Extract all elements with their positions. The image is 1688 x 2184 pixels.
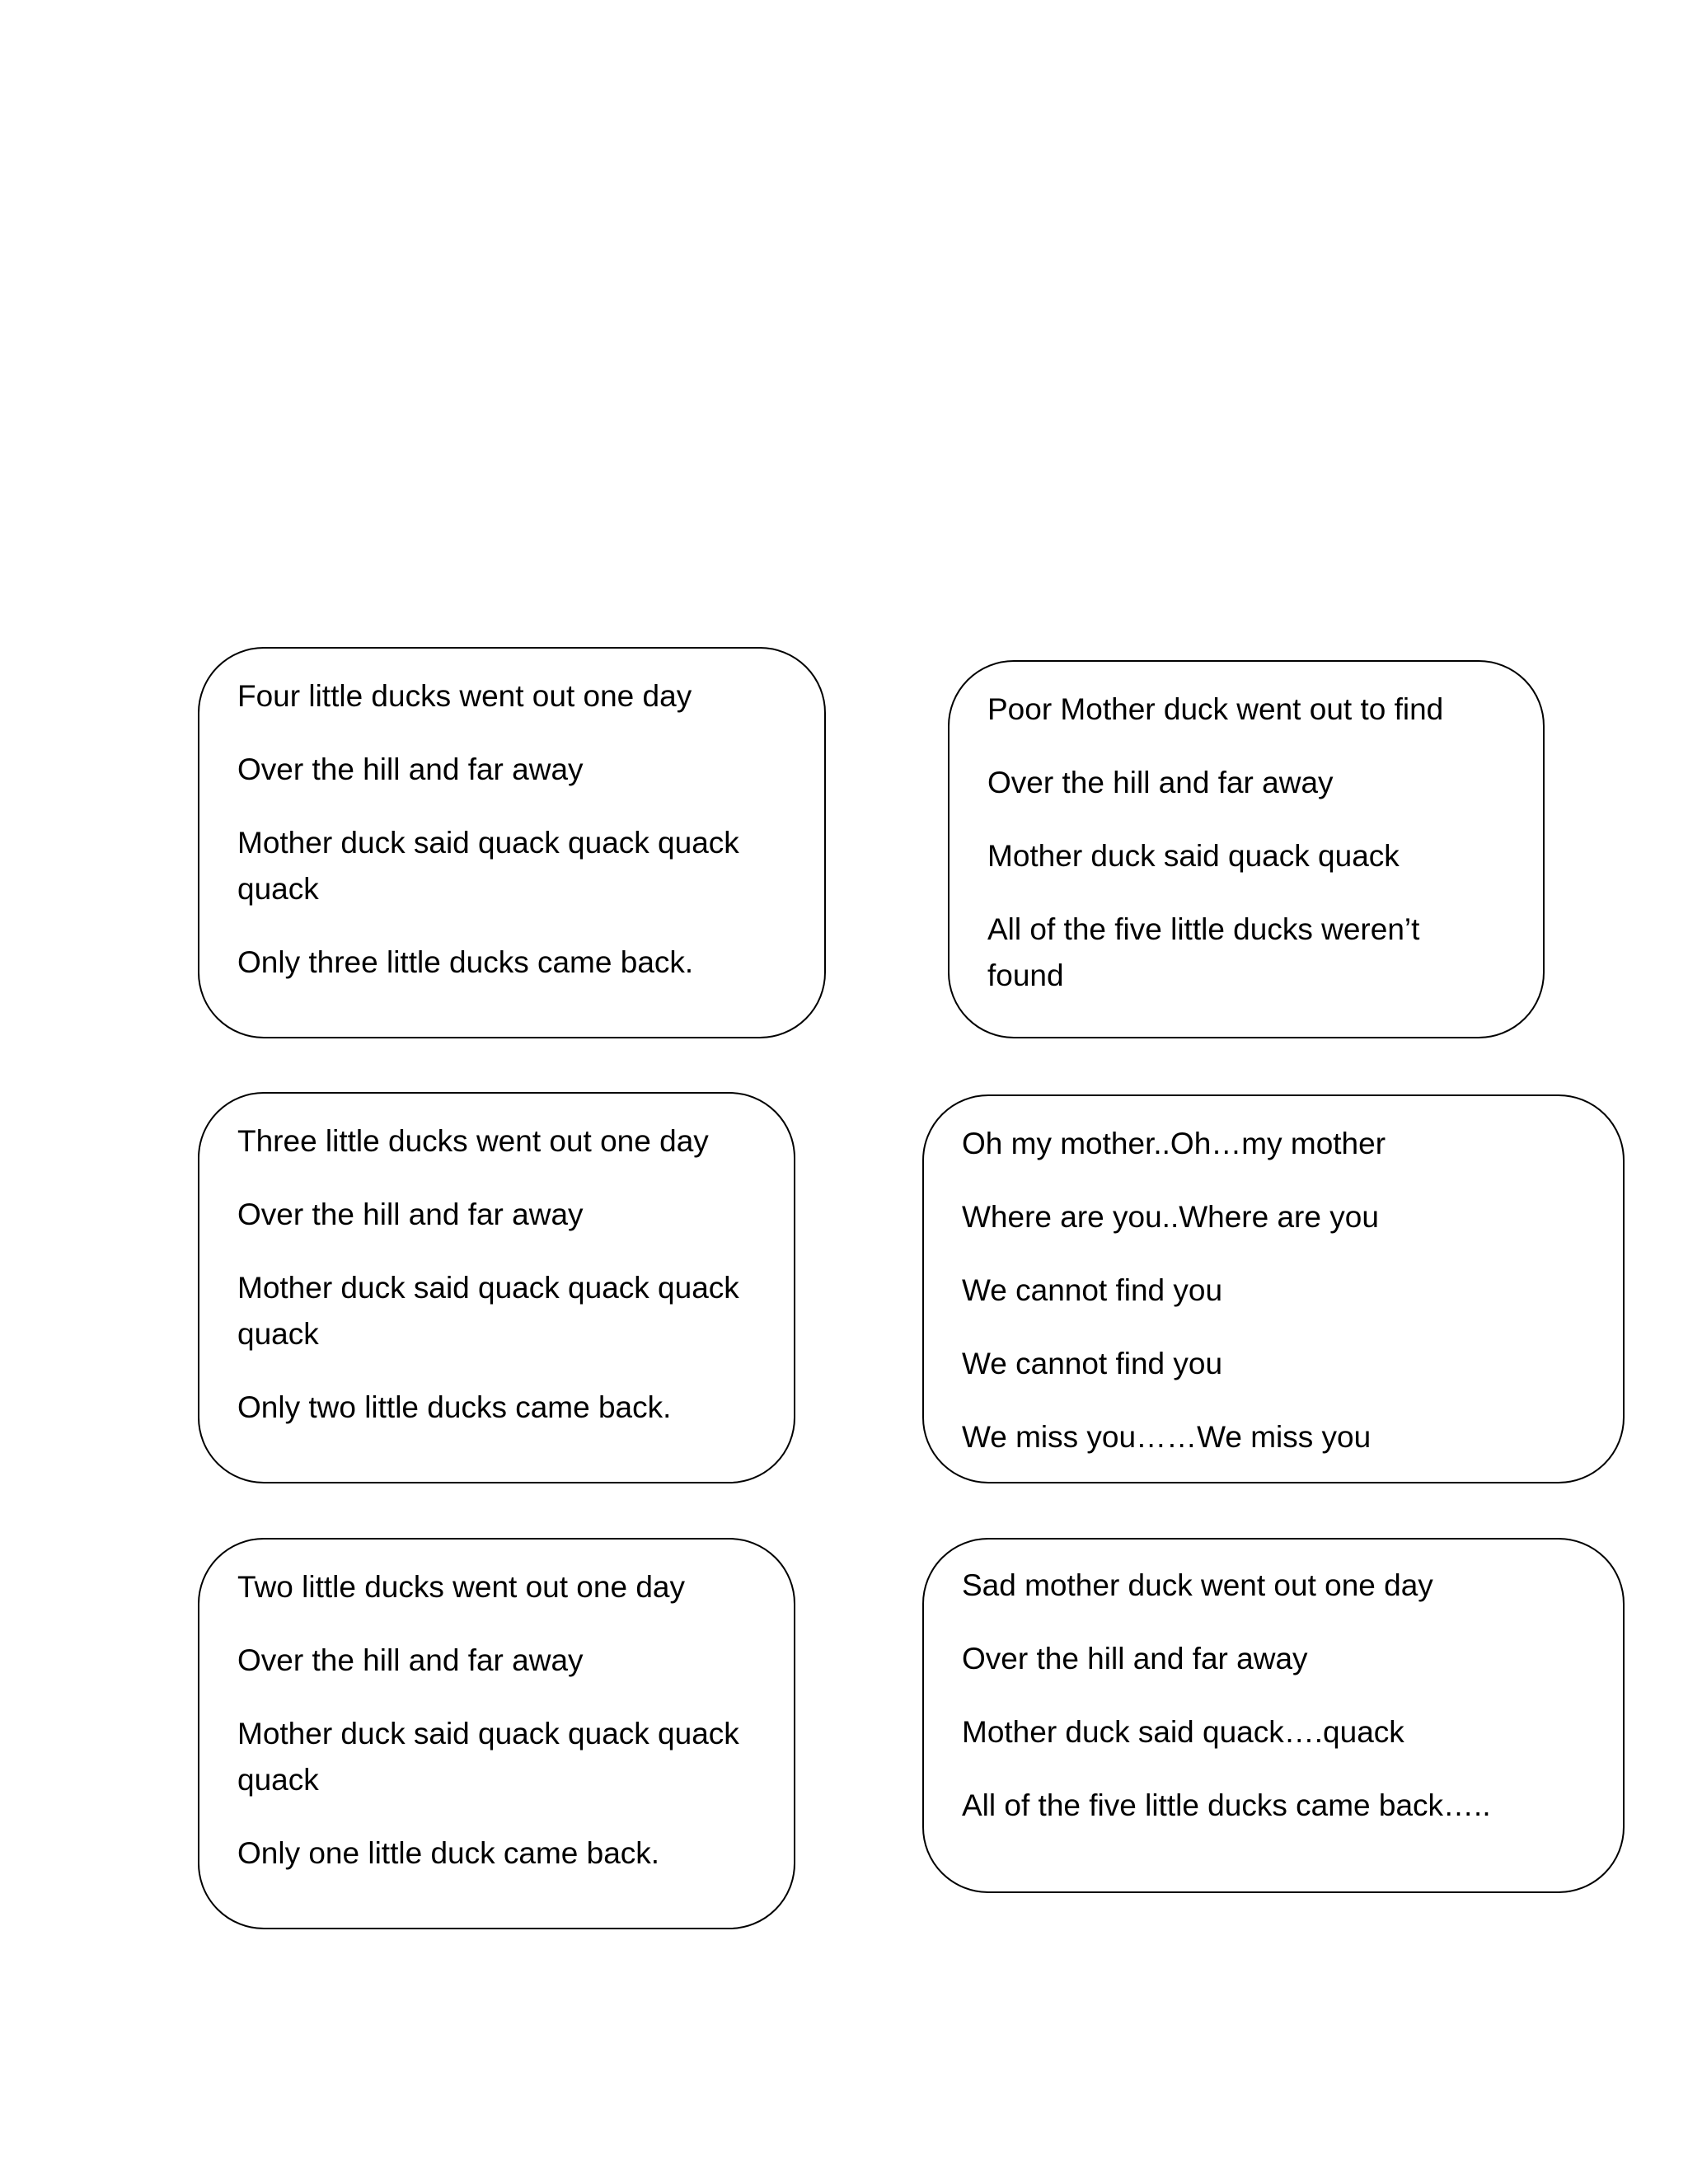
verse-lines [962, 1563, 1590, 1829]
verse-line: Only three little ducks came back. [237, 945, 694, 979]
verse-line: Only two little ducks came back. [237, 1390, 672, 1424]
verse-lines [237, 1564, 744, 1877]
verse-line: Over the hill and far away [987, 766, 1334, 799]
verse-lines [237, 673, 742, 986]
verse-line: Mother duck said quack quack quack quack [237, 1271, 739, 1351]
verse-card-poor-mother-duck [948, 660, 1545, 1038]
verse-line: Over the hill and far away [237, 1197, 584, 1231]
verse-line: Two little ducks went out one day [237, 1570, 685, 1604]
verse-lines [987, 687, 1461, 999]
verse-line: All of the five little ducks came back….. [962, 1788, 1491, 1822]
verse-line: Poor Mother duck went out to find [987, 692, 1444, 726]
verse-line: Over the hill and far away [237, 1643, 584, 1677]
verse-line: Mother duck said quack quack [987, 839, 1400, 873]
verse-line: All of the five little ducks weren’t found [987, 912, 1420, 992]
verse-card-oh-my-mother [922, 1094, 1625, 1483]
verse-card-three-ducks [198, 1092, 795, 1483]
verse-line: Sad mother duck went out one day [962, 1568, 1433, 1602]
verse-line: Over the hill and far away [962, 1642, 1308, 1675]
verse-line: Oh my mother..Oh…my mother [962, 1127, 1386, 1160]
verse-line: Only one little duck came back. [237, 1836, 660, 1870]
verse-lines [962, 1121, 1590, 1460]
verse-line: We cannot find you [962, 1273, 1223, 1307]
verse-line: Where are you..Where are you [962, 1200, 1379, 1234]
verse-line: Mother duck said quack….quack [962, 1715, 1404, 1749]
verse-card-two-ducks [198, 1538, 795, 1929]
verse-line: We miss you……We miss you [962, 1420, 1372, 1454]
verse-line: Mother duck said quack quack quack quack [237, 826, 739, 906]
verse-line: Mother duck said quack quack quack quack [237, 1717, 739, 1797]
verse-card-sad-mother-duck [922, 1538, 1625, 1893]
verse-line: Three little ducks went out one day [237, 1124, 709, 1158]
verse-line: We cannot find you [962, 1347, 1223, 1380]
verse-card-four-ducks [198, 647, 826, 1038]
verse-lines [237, 1118, 744, 1431]
verse-line: Over the hill and far away [237, 752, 584, 786]
verse-line: Four little ducks went out one day [237, 679, 692, 713]
